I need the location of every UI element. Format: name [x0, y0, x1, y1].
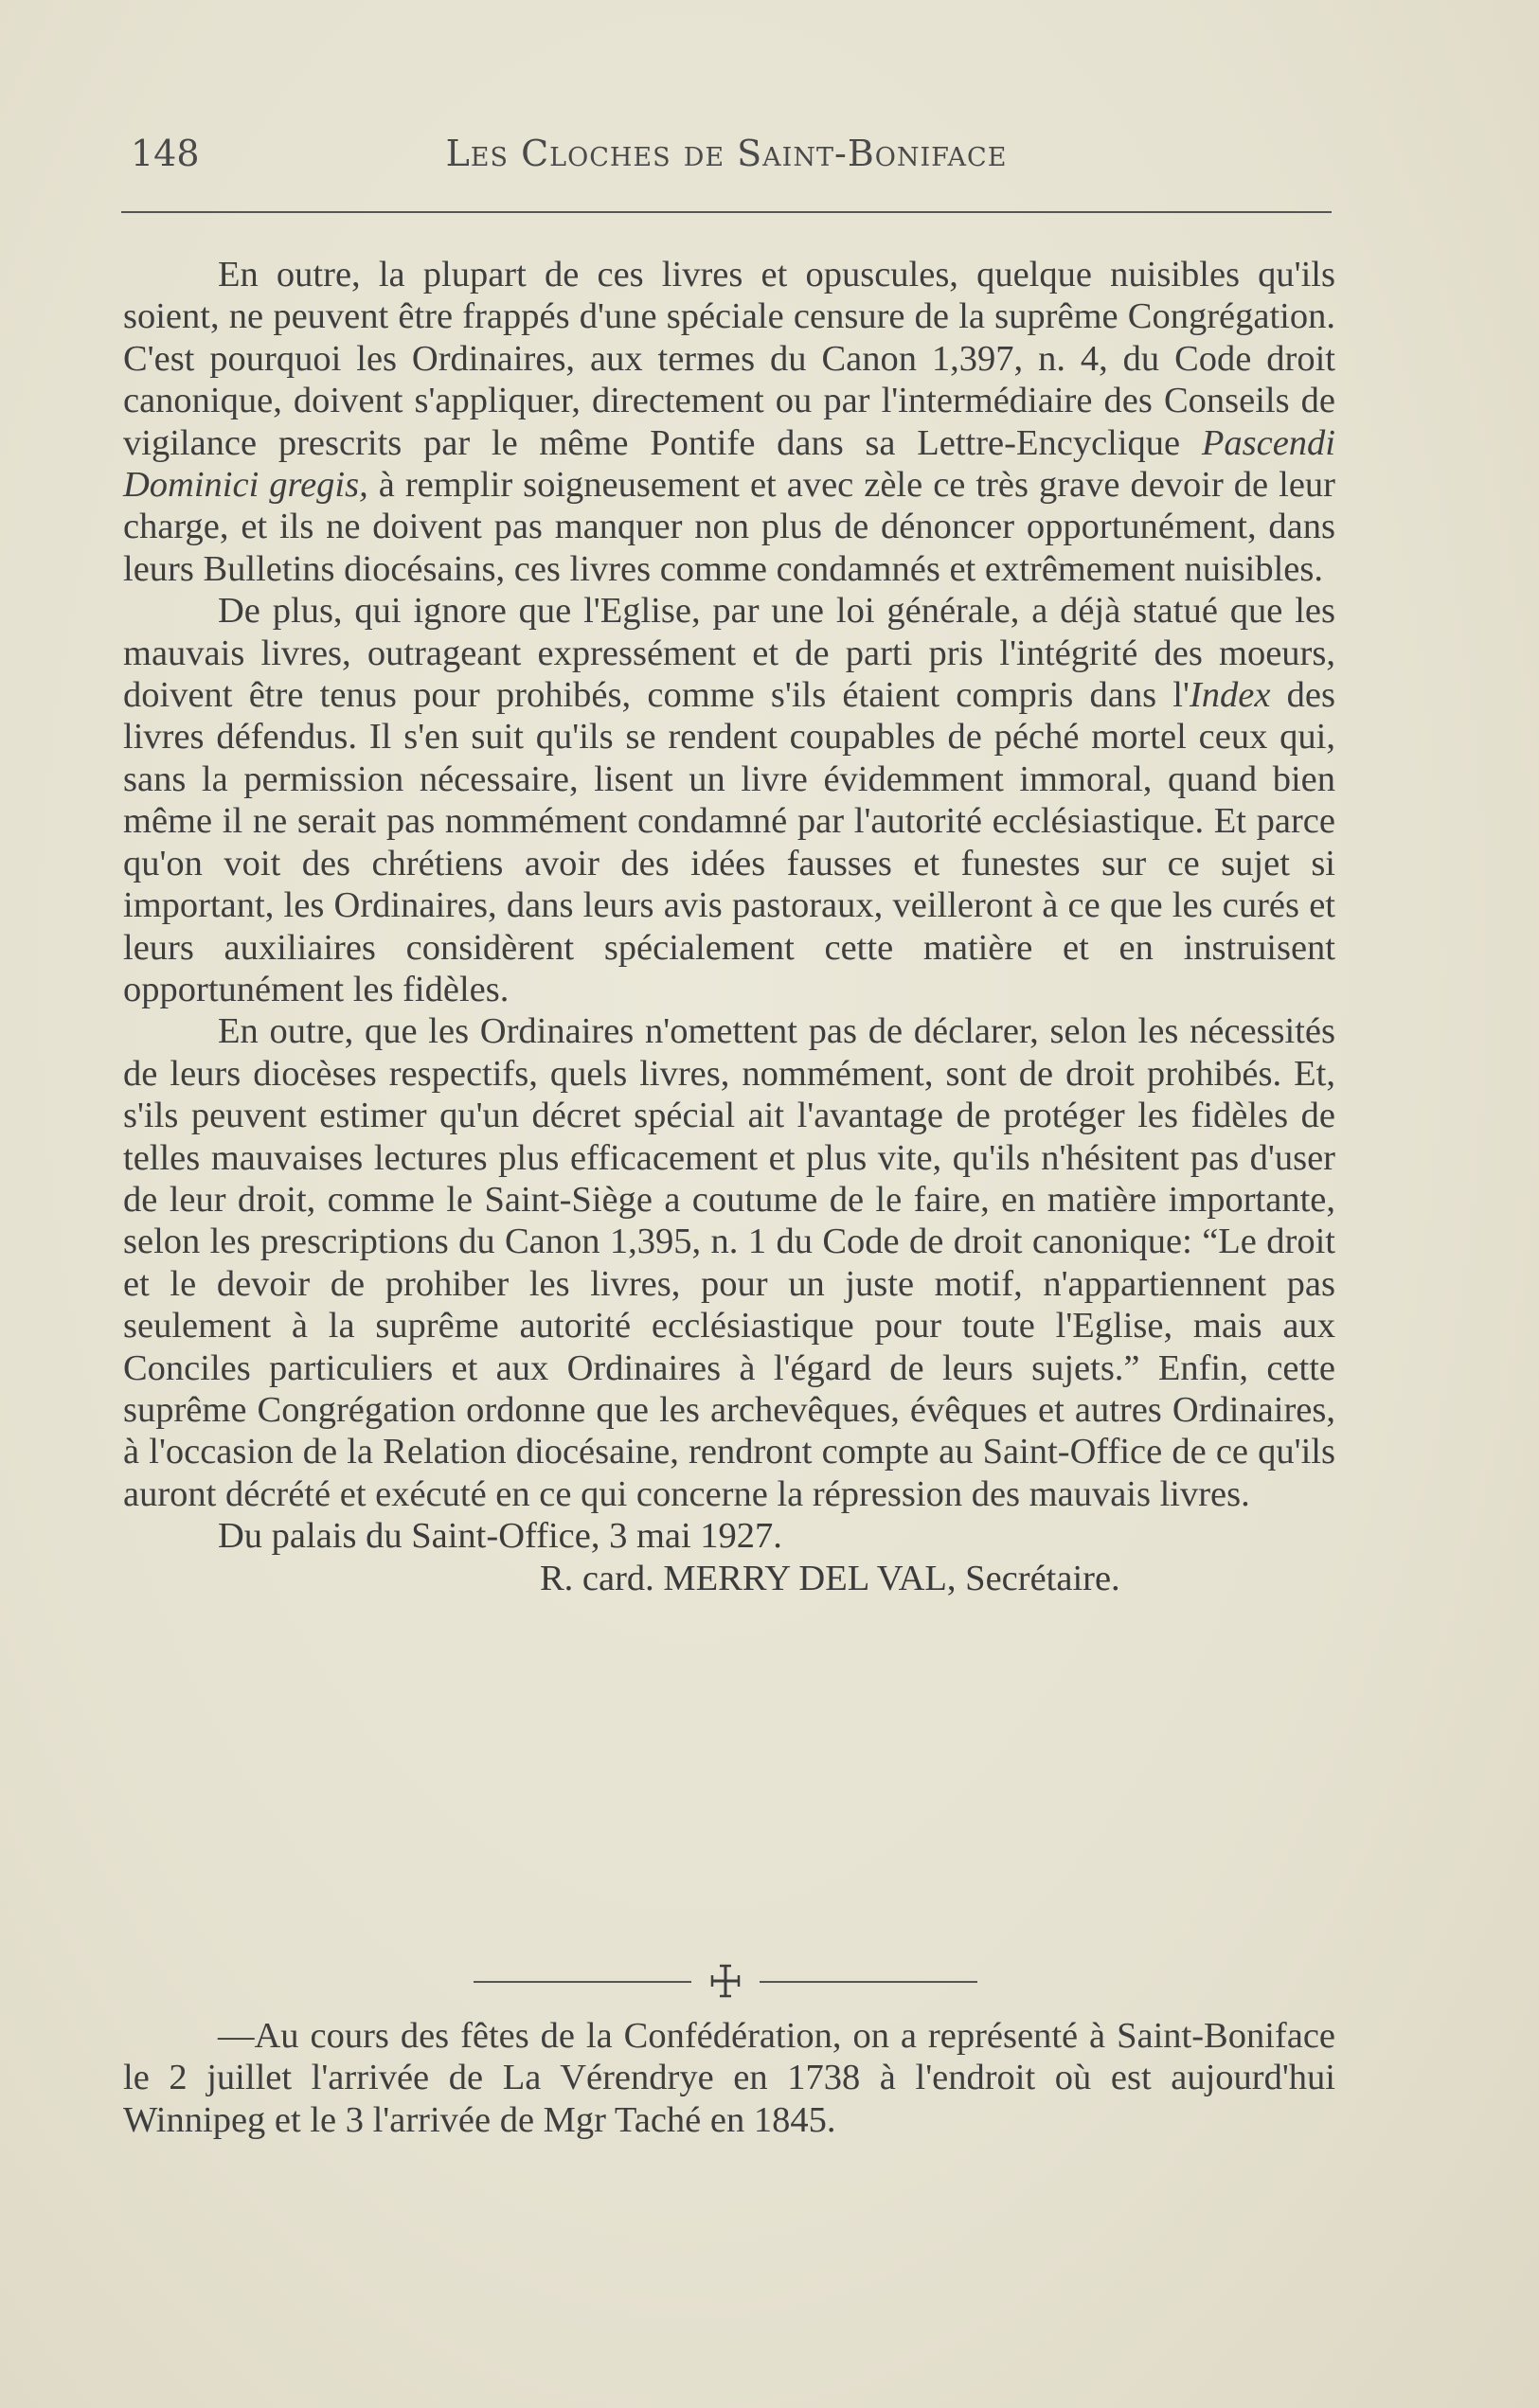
index-word: Index	[1189, 675, 1271, 716]
separator-rule-right	[760, 1981, 977, 1983]
body-text	[123, 254, 1335, 1599]
paragraph-3	[123, 1010, 1335, 1515]
signature: R. card. MERRY DEL VAL, Secrétaire.	[540, 1558, 1120, 1598]
news-note-text: —Au cours des fêtes de la Confédération, on a représenté à Saint-Boniface le 2 juillet l'arrivée de La Vérendrye en 1738 à l'endroit où est aujourd'hui Winnipeg et le 3 l'arrivée de Mgr Taché en 1845.	[123, 2016, 1335, 2140]
running-title: Les Cloches de Saint-Boniface	[445, 133, 1008, 174]
encyclical-title: Pascendi Dominici gregis,	[123, 422, 1335, 506]
paragraph-1-text: En outre, la plupart de ces livres et opuscules, quelque nuisibles qu'ils soient, ne peuvent être frappés d'une spéciale censure de la suprême Congrégation. C'est pourquoi les Ordinaires, aux termes du Canon 1,397, n. 4, du Code droit canonique, doivent s'appliquer, directement ou par l'intermédiaire des Conseils de vigilance prescrits par le même Pontife dans sa Lettre-Encyclique	[123, 255, 1335, 463]
paragraph-1	[123, 254, 1335, 590]
paragraph-2	[123, 590, 1335, 1010]
separator-rule-left	[474, 1981, 691, 1983]
section-separator	[474, 1962, 985, 2000]
paragraph-1-text-continued: à remplir soigneusement et avec zèle ce très grave devoir de leur charge, et ils ne doivent pas manquer non plus de dénoncer opportunément, dans leurs Bulletins diocésains, ces livres comme condamnés et extrêmement nuisibles.	[123, 465, 1335, 589]
paragraph-3-text: En outre, que les Ordinaires n'omettent pas de déclarer, selon les nécessités de leurs diocèses respectifs, quels livres, nommément, sont de droit prohibés. Et, s'ils peuvent estimer qu'un décret spécial ait l'avantage de protéger les fidèles de telles mauvaises lectures plus efficacement et plus vite, qu'ils n'hésitent pas d'user de leur droit, comme le Saint-Siège a coutume de le faire, en matière importante, selon les prescriptions du Canon 1,395, n. 1 du Code de droit canonique: “Le droit et le devoir de prohiber les livres, pour un juste motif, n'appartiennent pas seulement à la suprême autorité ecclésiastique pour toute l'Eglise, mais aux Conciles particuliers et aux Ordinaires à l'égard de leurs sujets.” Enfin, cette suprême Congrégation ordonne que les archevêques, évêques et autres Ordinaires, à l'occasion de la Relation diocésaine, rendront compte au Saint-Office de ce qu'ils auront décrété et exécuté en ce qui concerne la répression des mauvais livres.	[123, 1011, 1335, 1514]
cross-icon	[707, 1962, 744, 2000]
dateline: Du palais du Saint-Office, 3 mai 1927.	[218, 1516, 782, 1557]
paragraph-2-text: De plus, qui ignore que l'Eglise, par une loi générale, a déjà statué que les mauvais livres, outrageant expressément et de parti pris l'intégrité des moeurs, doivent être tenus pour prohibés, comme s'ils étaient compris dans l'	[123, 591, 1335, 716]
page-header	[121, 133, 1332, 189]
page-number: 148	[131, 133, 200, 174]
paragraph-2-text-continued: des livres défendus. Il s'en suit qu'ils se rendent coupables de péché mortel ceux qui, sans la permission nécessaire, lisent un livre évidemment immoral, quand bien même il ne serait pas nommément condamné par l'autorité ecclésiastique. Et parce qu'on voit des chrétiens avoir des idées fausses et funestes sur ce sujet si important, les Ordinaires, dans leurs avis pastoraux, veilleront à ce que les curés et leurs auxiliaires considèrent spécialement cette matière et en instruisent opportunément les fidèles.	[123, 675, 1335, 1009]
header-rule	[121, 211, 1332, 213]
news-note	[123, 2015, 1335, 2141]
